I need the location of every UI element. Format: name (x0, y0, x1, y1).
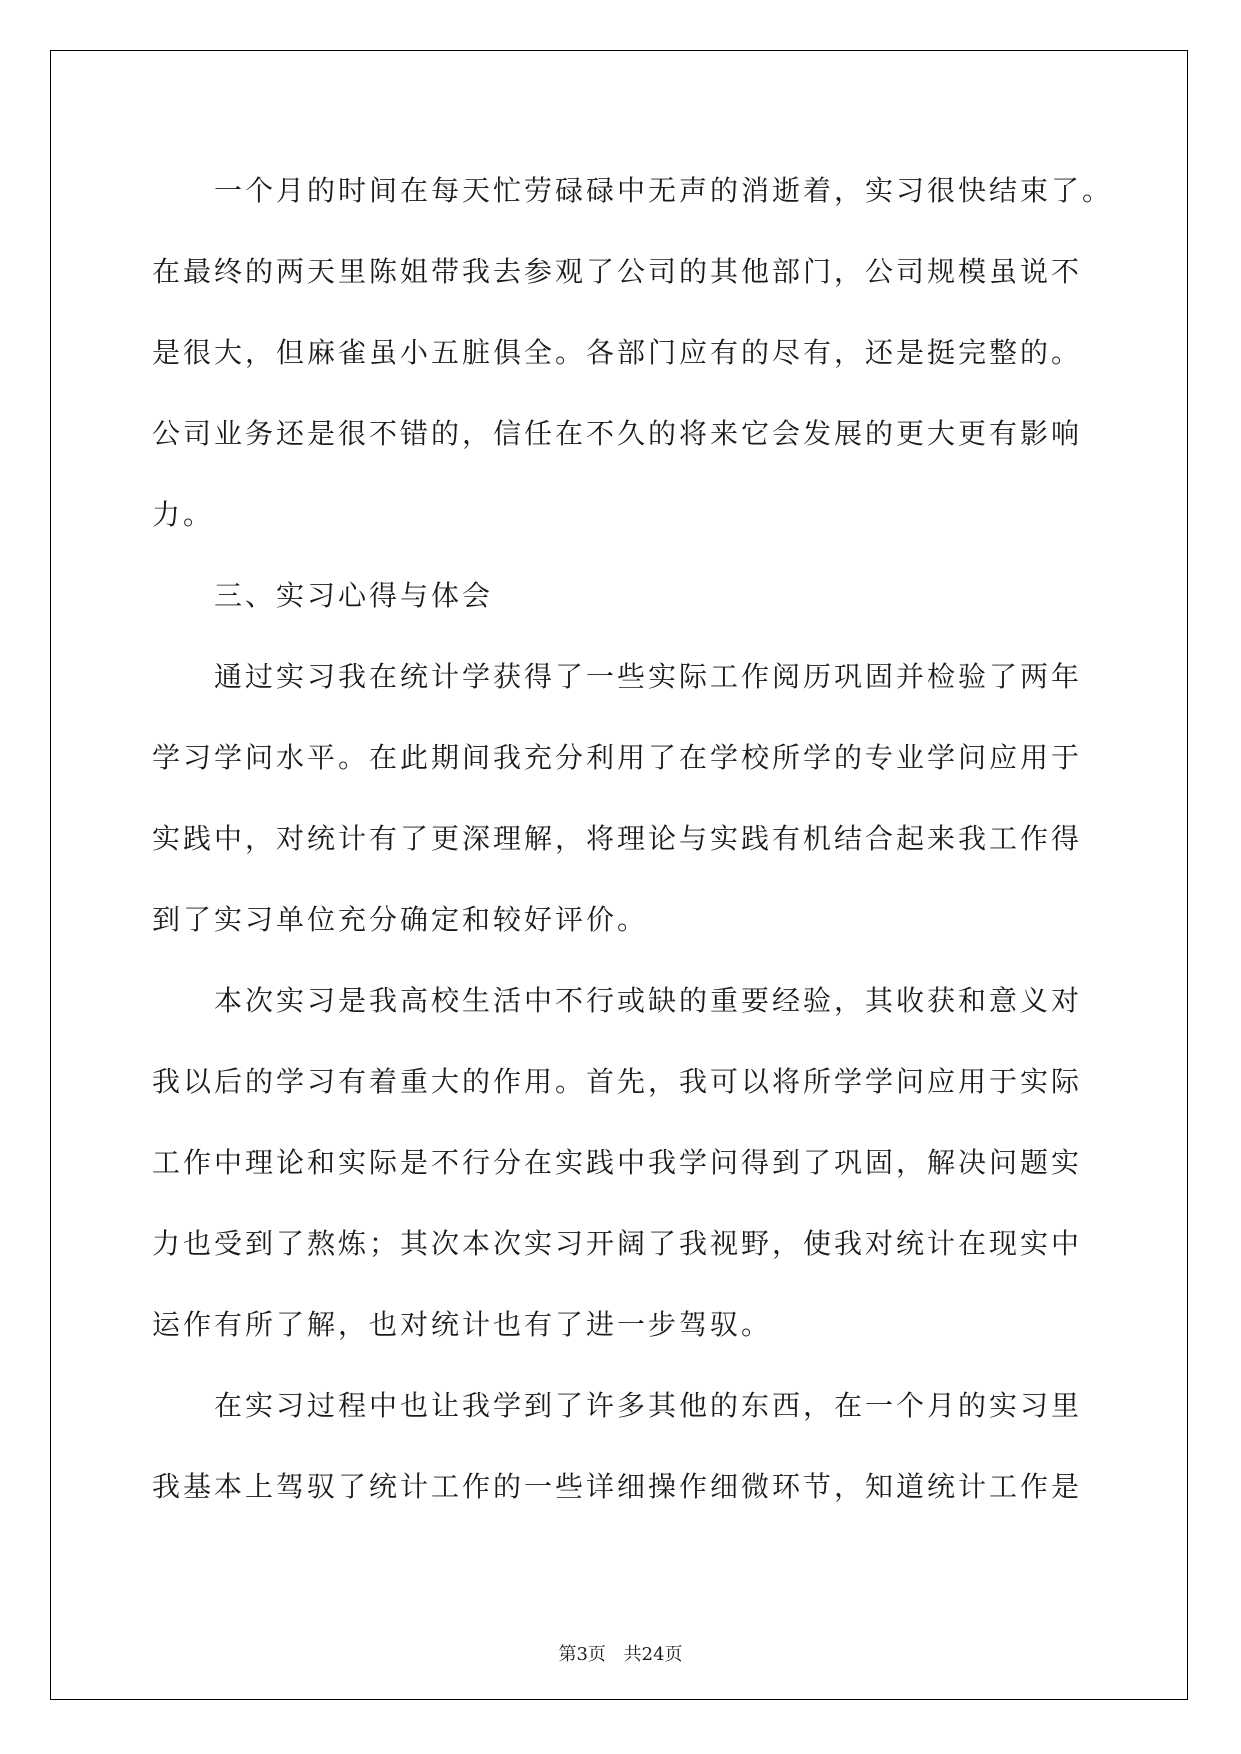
page-number: 第3页 (558, 1644, 606, 1665)
text-line: 通过实习我在统计学获得了一些实际工作阅历巩固并检验了两年 (214, 660, 1083, 693)
text-line: 学习学问水平。在此期间我充分利用了在学校所学的专业学问应用于 (152, 741, 1083, 774)
page-total: 共24页 (623, 1644, 683, 1665)
text-line: 运作有所了解，也对统计也有了进一步驾驭。 (152, 1308, 773, 1341)
text-line: 公司业务还是很不错的，信任在不久的将来它会发展的更大更有影响 (152, 417, 1083, 450)
text-line: 在最终的两天里陈姐带我去参观了公司的其他部门，公司规模虽说不 (152, 255, 1083, 288)
text-line: 实践中，对统计有了更深理解，将理论与实践有机结合起来我工作得 (152, 822, 1083, 855)
text-line: 力也受到了熬炼；其次本次实习开阔了我视野，使我对统计在现实中 (152, 1227, 1083, 1260)
text-line: 到了实习单位充分确定和较好评价。 (152, 903, 649, 936)
text-line: 力。 (152, 498, 215, 531)
document-body (152, 150, 1114, 1527)
text-line: 我基本上驾驭了统计工作的一些详细操作细微环节，知道统计工作是 (152, 1470, 1083, 1503)
text-line: 工作中理论和实际是不行分在实践中我学问得到了巩固，解决问题实 (152, 1146, 1083, 1179)
text-line: 一个月的时间在每天忙劳碌碌中无声的消逝着，实习很快结束了。 (214, 174, 1114, 207)
text-line: 我以后的学习有着重大的作用。首先，我可以将所学学问应用于实际 (152, 1065, 1083, 1098)
text-line: 本次实习是我高校生活中不行或缺的重要经验，其收获和意义对 (214, 984, 1083, 1017)
text-line: 是很大，但麻雀虽小五脏俱全。各部门应有的尽有，还是挺完整的。 (152, 336, 1083, 369)
text-line: 三、实习心得与体会 (214, 579, 494, 612)
text-line: 在实习过程中也让我学到了许多其他的东西，在一个月的实习里 (214, 1389, 1083, 1422)
page-footer (0, 1640, 1241, 1666)
